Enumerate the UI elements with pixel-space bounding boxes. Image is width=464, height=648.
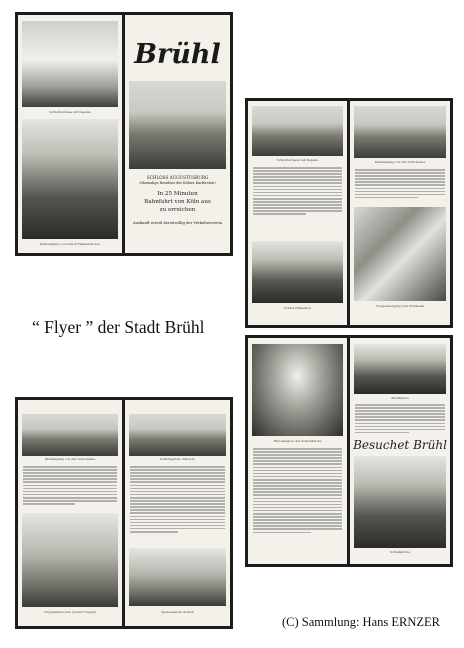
photo-caption: Schloß Falkenlust [283,307,312,310]
photo-caption: Schloßkirche [389,551,411,554]
body-text [355,169,445,200]
flyer-panel [350,338,450,564]
photo-caption: Parkeingang von Schloß Falkenlust aus [40,243,100,246]
flyer-panel-left [18,15,122,253]
flyer-cover-leaflet [15,12,233,256]
cover-line: SCHLOSS AUGUSTUSBURG [146,175,209,180]
flyer-panel [350,101,450,325]
photo-caption: Schloßgarten, Parterre [159,458,196,461]
flyer-panel [248,101,347,325]
dining-hall-photo [129,548,226,606]
flyer-panel [248,338,347,564]
flyer-leaflet-bottom-right [245,335,453,567]
photo-caption: Parkaufgang von der Schloßseite [374,161,426,164]
flyer-leaflet-bottom-left [15,397,233,629]
flyer-panel [18,400,122,626]
flyer-panel [125,400,230,626]
church-interior-photo [252,344,343,436]
park-photo [354,106,446,158]
cover-line: Bahnfahrt von Köln aus [144,199,211,205]
photo-caption: Treppenhaus zum großen Treppen [43,611,97,614]
garden-photo [129,414,226,456]
palace-cover-photo [129,81,226,169]
cover-line: (ehemalige Residenz der Kölner Kurfürsten) [139,181,216,185]
flyer-cover-panel [125,15,230,253]
photo-caption: Musiksalon [391,397,409,400]
photo-caption: Schloßterrasse mit Kapelle [49,111,91,114]
cover-line: In 25 Minuten [157,191,198,197]
body-text [23,466,117,506]
falkenlust-photo [252,241,343,303]
staircase-photo [354,207,446,301]
pond-photo [354,344,446,394]
cover-title: Brühl [134,39,221,70]
park-photo [22,414,118,456]
photo-caption: Treppenaufgang zum Prunksaal [375,305,425,308]
body-text [253,167,342,217]
cover-line: zu erreichen [159,207,196,213]
staircase-hall-photo [22,513,118,607]
garden-trees-photo [354,456,446,548]
photo-caption: Speisesaal im Schloß [161,611,194,614]
flyer-title-caption: “ Flyer ” der Stadt Brühl [32,317,205,337]
body-text [130,466,225,534]
photo-caption: Schloßterrasse mit Kapelle [276,159,319,162]
park-statue-photo [22,119,118,239]
photo-caption: Barocksaal in der Schloßkirche [273,440,322,443]
park-photo [252,106,343,156]
besuchet-bruhl-title: Besuchet Brühl [353,438,447,452]
cover-line: Auskunft erteilt bereitwillig der Verkehrsverein [132,221,223,225]
palace-winter-photo [22,21,118,107]
body-text [253,448,342,535]
photo-caption: Parkaufgang von der Schloßseite [44,458,96,461]
body-text [355,404,445,435]
flyer-leaflet-top-right [245,98,453,328]
collection-credit: (C) Sammlung: Hans ERNZER [282,615,440,629]
